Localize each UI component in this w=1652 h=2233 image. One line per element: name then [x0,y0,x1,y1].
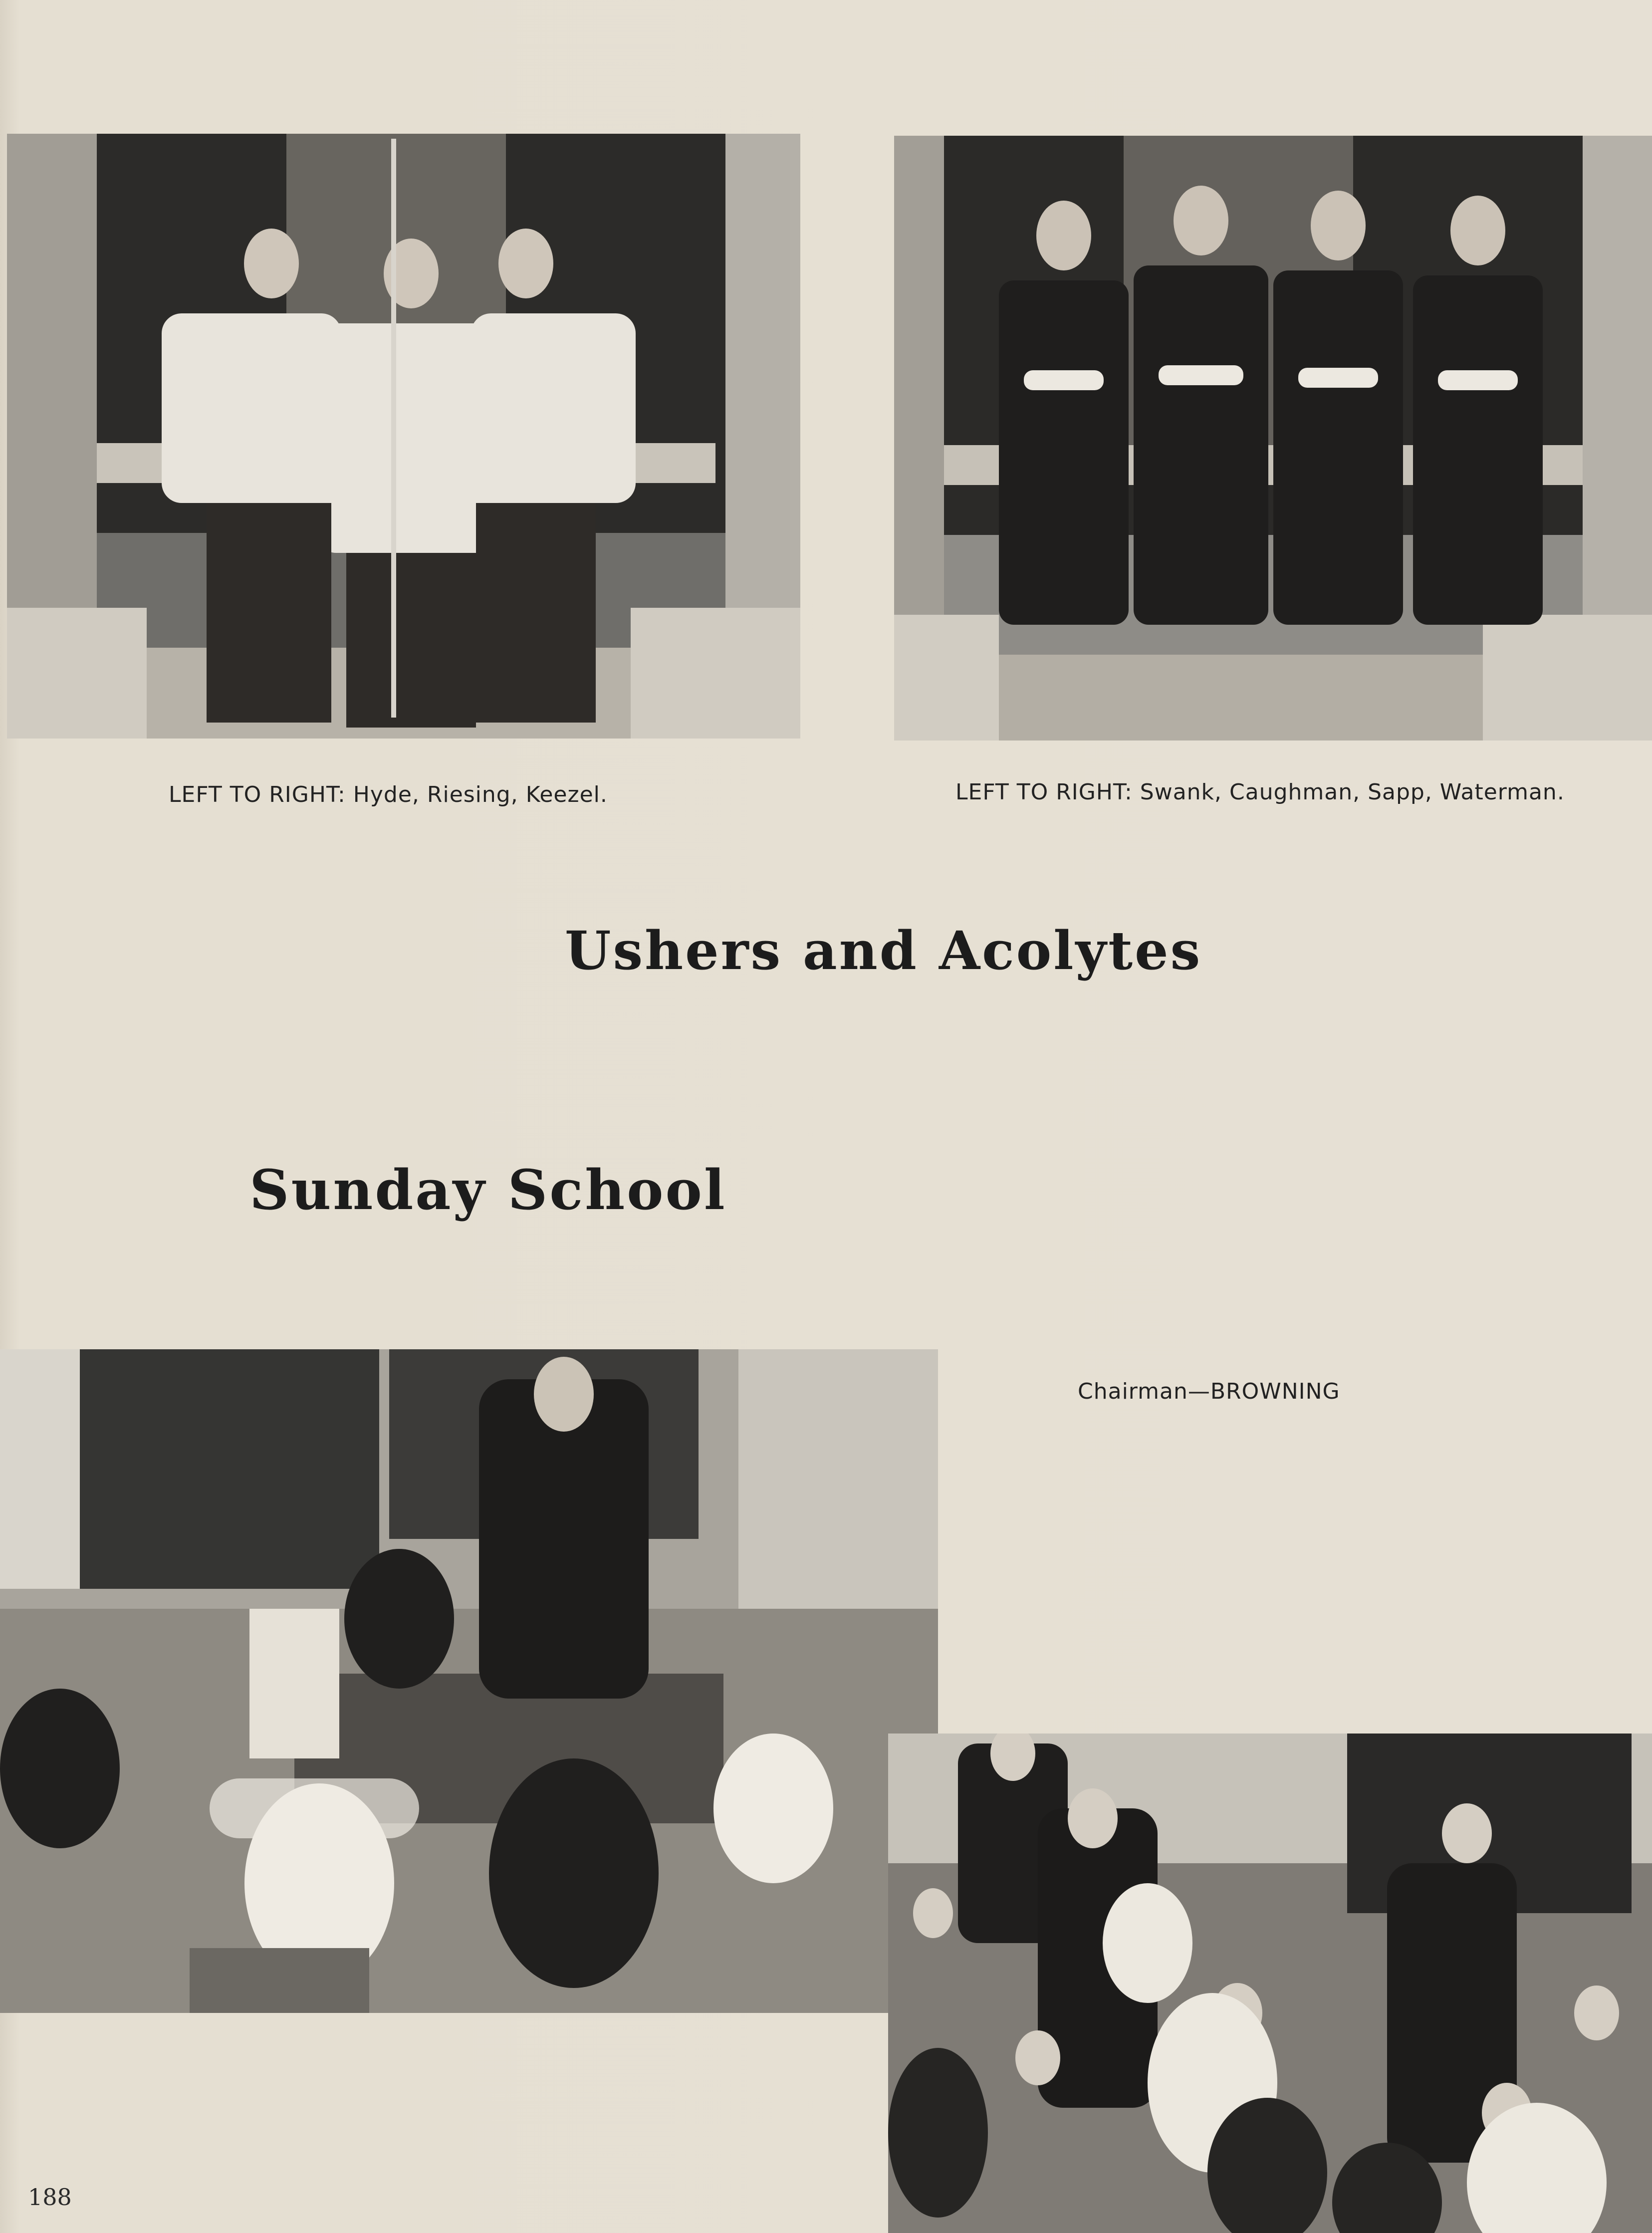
crowd-photo [888,1734,1652,2233]
acolytes-photo [7,134,800,739]
page-number: 188 [28,2184,72,2211]
chairman-text: Chairman—BROWNING [1078,1379,1340,1404]
ushers-photo [894,136,1652,741]
acolytes-caption: LEFT TO RIGHT: Hyde, Riesing, Keezel. [169,782,608,807]
ushers-caption: LEFT TO RIGHT: Swank, Caughman, Sapp, Waterman. [955,779,1565,805]
classroom-photo [0,1349,938,2013]
section-heading: Sunday School [249,1158,727,1222]
page-title: Ushers and Acolytes [565,919,1202,982]
